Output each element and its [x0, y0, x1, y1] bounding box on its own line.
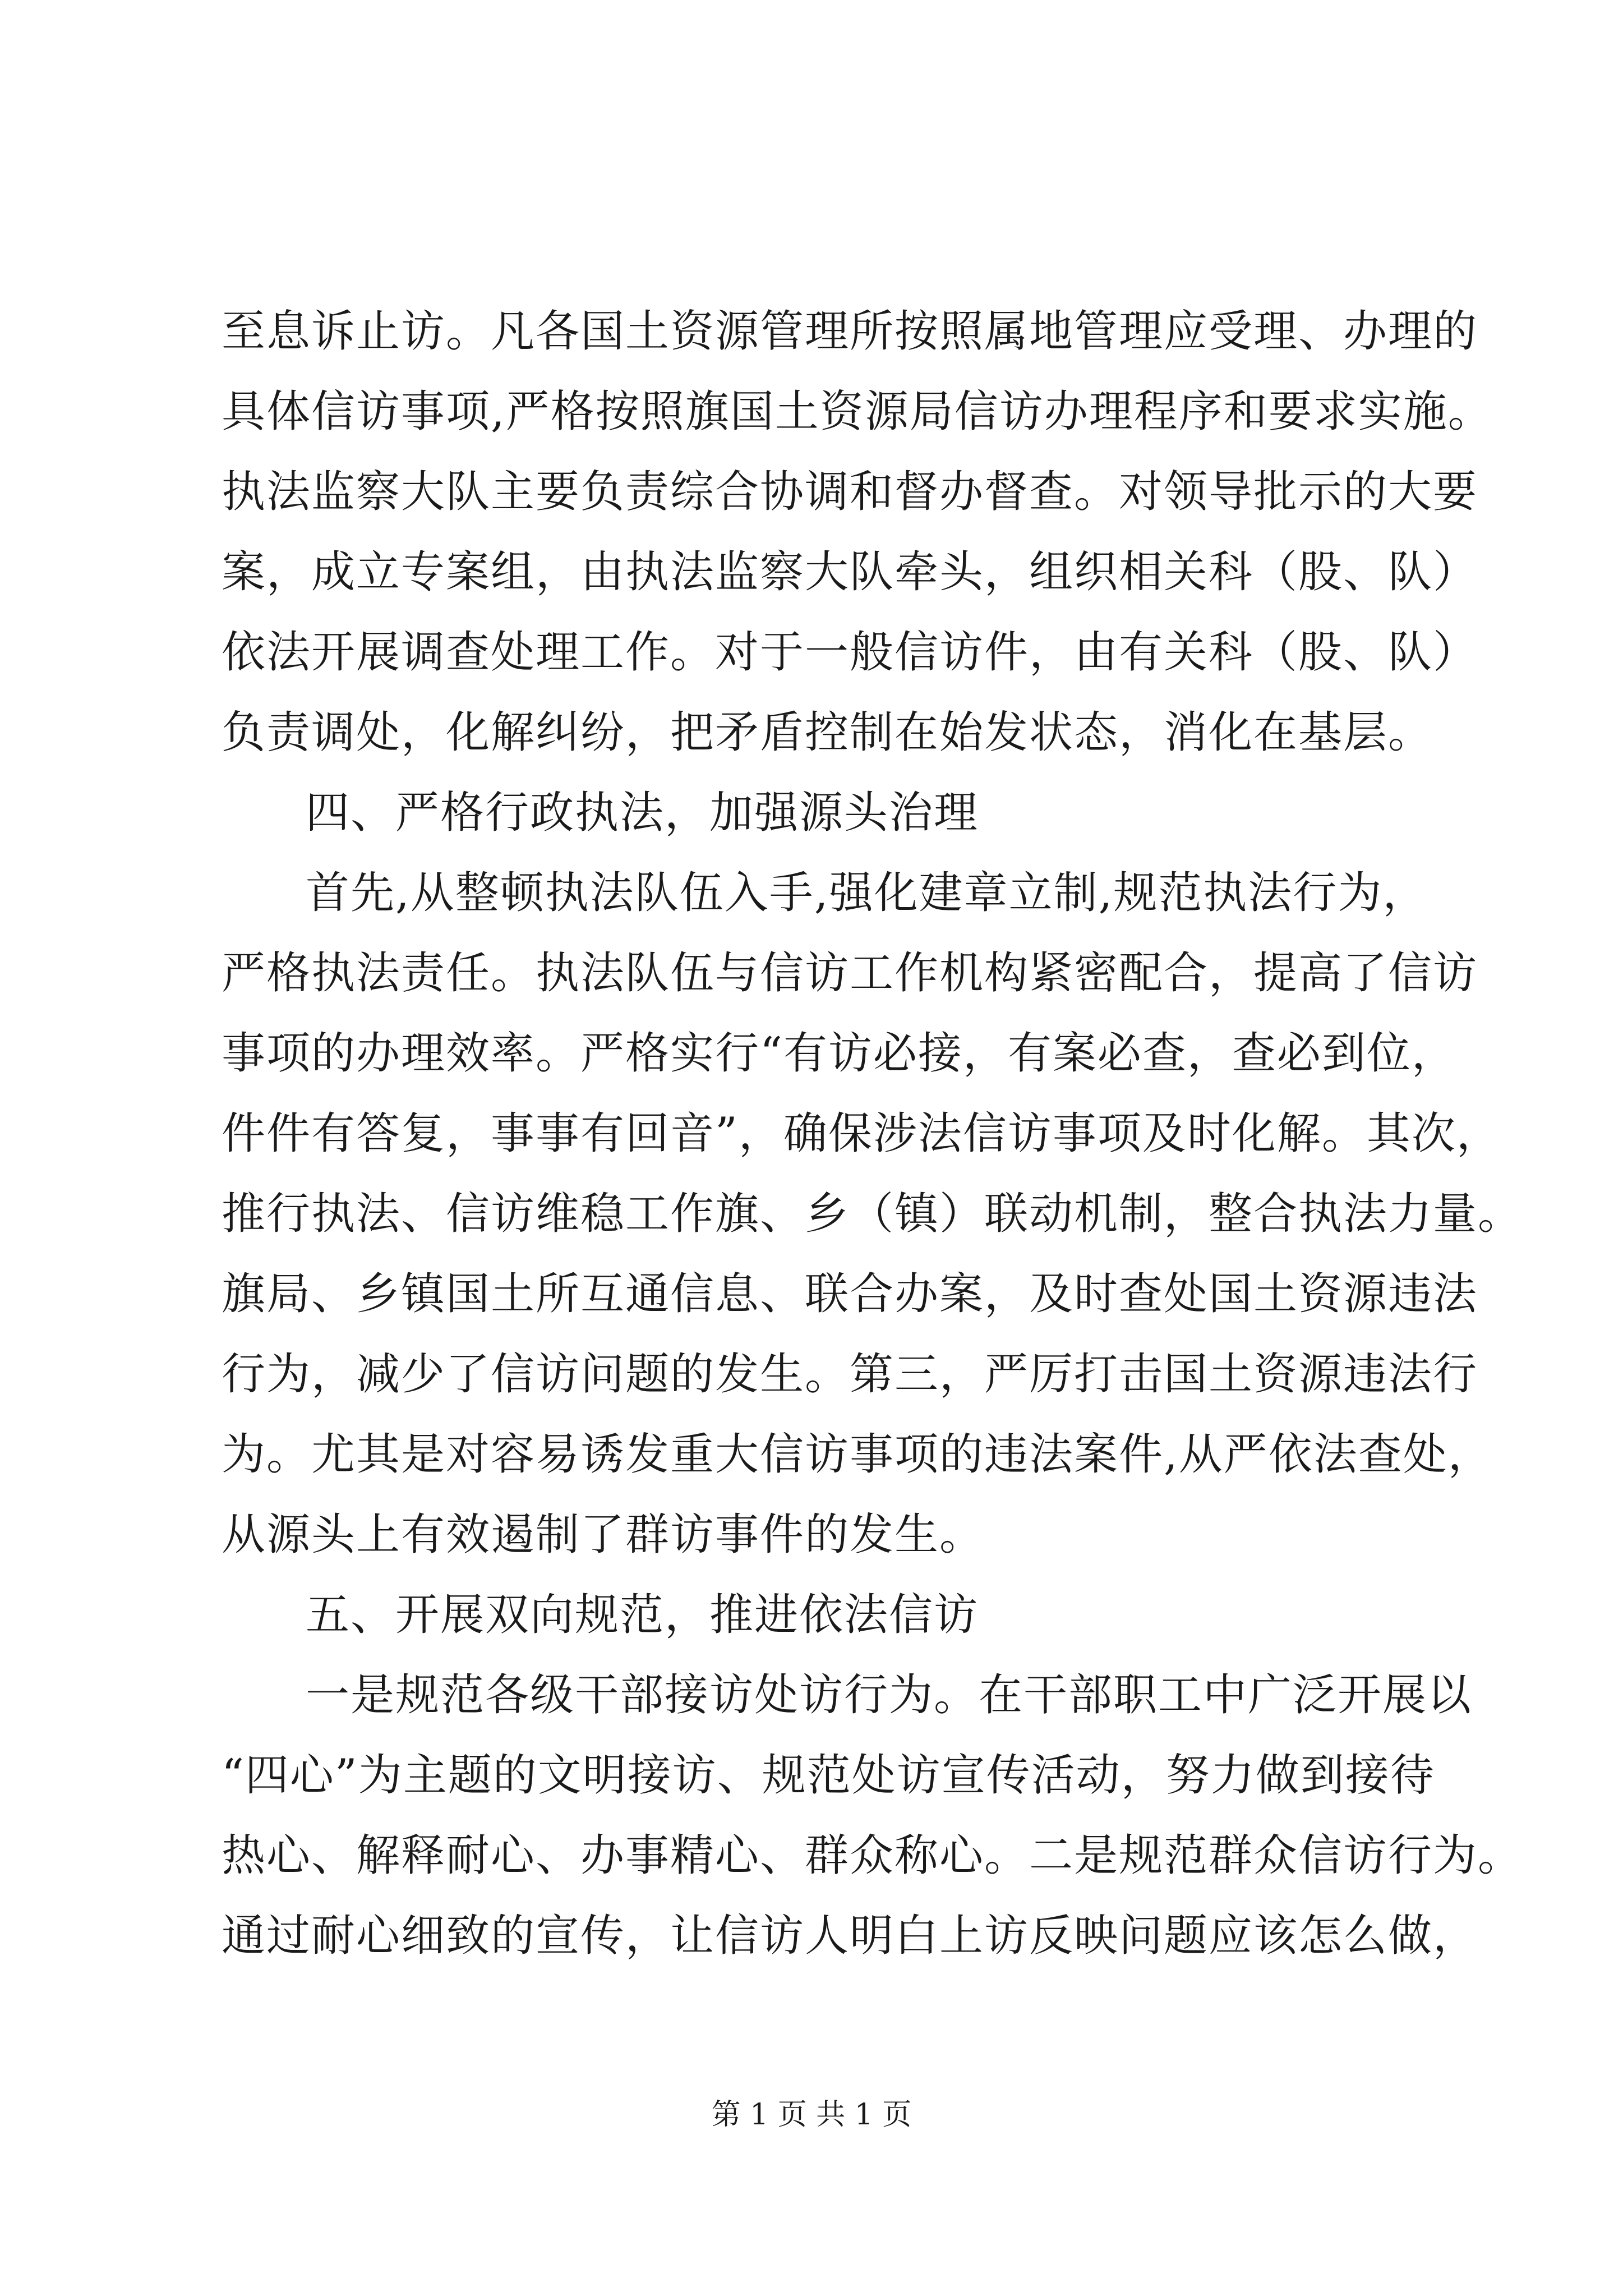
- text-line: 热心、解释耐心、办事精心、群众称心。二是规范群众信访行为。: [222, 1830, 1523, 1881]
- section-heading: 四、严格行政执法，加强源头治理: [306, 788, 979, 838]
- text-line: 至息诉止访。凡各国土资源管理所按照属地管理应受理、办理的: [222, 306, 1478, 357]
- text-line: 依法开展调查处理工作。对于一般信访件，由有关科（股、队）: [222, 627, 1478, 678]
- text-line: 从源头上有效遏制了群访事件的发生。: [222, 1510, 985, 1560]
- text-line: 执法监察大队主要负责综合协调和督办督查。对领导批示的大要: [222, 467, 1478, 517]
- text-line: 为。尤其是对容易诱发重大信访事项的违法案件,从严依法查处，: [222, 1429, 1493, 1480]
- text-line: 负责调处，化解纠纷，把矛盾控制在始发状态，消化在基层。: [222, 707, 1433, 758]
- text-line: 件件有答复，事事有回音”，确保涉法信访事项及时化解。其次，: [222, 1108, 1501, 1159]
- text-line: 具体信访事项,严格按照旗国土资源局信访办理程序和要求实施。: [222, 386, 1493, 437]
- body-text: [222, 292, 1523, 1976]
- text-line: 严格执法责任。执法队伍与信访工作机构紧密配合，提高了信访: [222, 948, 1478, 999]
- text-line: 旗局、乡镇国土所互通信息、联合办案，及时查处国土资源违法: [222, 1269, 1478, 1319]
- text-line: 案，成立专案组，由执法监察大队牵头，组织相关科（股、队）: [222, 547, 1478, 597]
- text-line: 事项的办理效率。严格实行“有访必接，有案必查，查必到位，: [222, 1028, 1456, 1079]
- text-line: 首先,从整顿执法队伍入手,强化建章立制,规范执法行为，: [306, 868, 1428, 918]
- text-line: 推行执法、信访维稳工作旗、乡（镇）联动机制，整合执法力量。: [222, 1189, 1523, 1239]
- text-line: 行为，减少了信访问题的发生。第三，严厉打击国土资源违法行: [222, 1349, 1478, 1400]
- text-line: 一是规范各级干部接访处访行为。在干部职工中广泛开展以: [306, 1670, 1473, 1720]
- text-line: “四心”为主题的文明接访、规范处访宣传活动，努力做到接待: [222, 1750, 1435, 1801]
- page-number-footer: 第 1 页 共 1 页: [711, 2098, 912, 2132]
- text-line: 通过耐心细致的宣传，让信访人明白上访反映问题应该怎么做，: [222, 1911, 1478, 1961]
- section-heading: 五、开展双向规范，推进依法信访: [306, 1590, 979, 1640]
